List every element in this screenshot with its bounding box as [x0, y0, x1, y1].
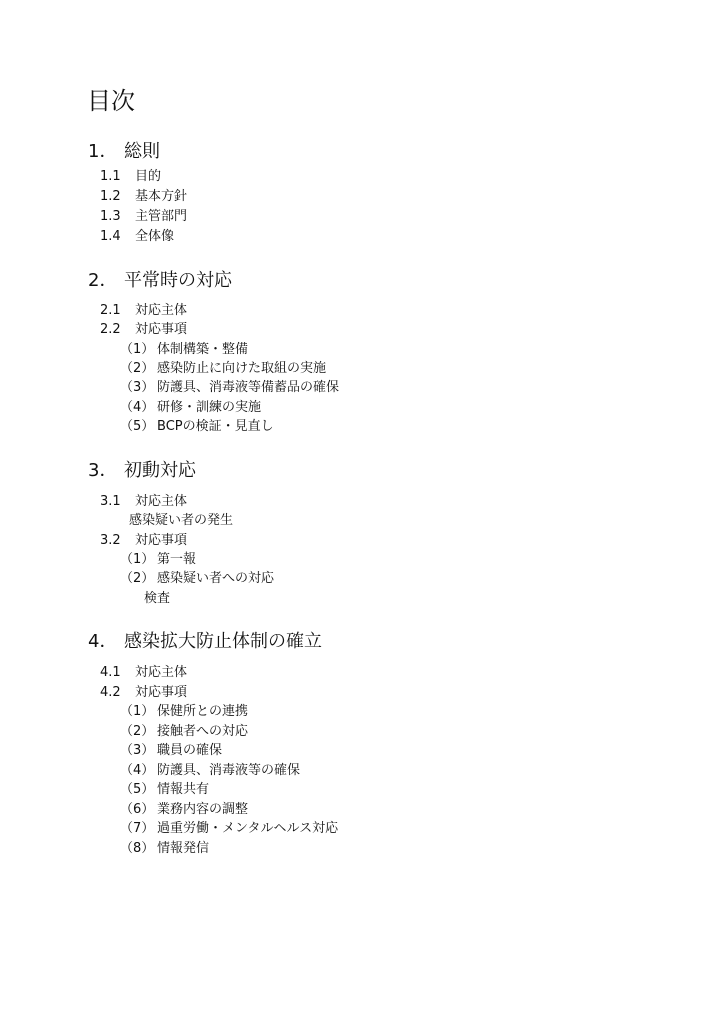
toc-subitem-3-2-2[interactable] [120, 570, 274, 588]
toc-item-2-1[interactable] [100, 302, 187, 320]
item-number: 1.2 [100, 189, 121, 204]
subitem-number: （7） [120, 821, 155, 836]
subitem-label: 接触者への対応 [157, 724, 249, 739]
item-number: 1.3 [100, 209, 121, 224]
item-number: 3.2 [100, 533, 121, 548]
toc-subitem-4-2-5[interactable] [120, 781, 209, 799]
subitem-number: （3） [120, 380, 155, 395]
item-number: 2.2 [100, 322, 121, 337]
item-number: 1.4 [100, 229, 121, 244]
subitem-label: 感染疑い者への対応 [157, 571, 275, 586]
subitem-number: （5） [120, 782, 155, 797]
item-number: 2.1 [100, 303, 121, 318]
item-label: 対応主体 [135, 665, 188, 680]
toc-subitem-2-2-5[interactable] [120, 418, 274, 436]
subitem-number: （1） [120, 704, 155, 719]
subitem-label: 職員の確保 [157, 743, 223, 758]
section-label: 総則 [124, 141, 160, 162]
item-number: 4.2 [100, 685, 121, 700]
item-label: 対応事項 [135, 685, 188, 700]
toc-subitem-3-2-1[interactable] [120, 551, 196, 569]
subitem-number: （2） [120, 724, 155, 739]
toc-subitem-2-2-3[interactable] [120, 379, 339, 397]
toc-item-3-1[interactable] [100, 493, 187, 511]
subitem-label: 防護具、消毒液等の確保 [157, 763, 301, 778]
item-number: 4.1 [100, 665, 121, 680]
toc-note-3-1[interactable]: 感染疑い者の発生 [129, 513, 234, 528]
section-label: 初動対応 [124, 460, 196, 481]
toc-subitem-4-2-3[interactable] [120, 742, 222, 760]
subitem-label: 情報共有 [157, 782, 210, 797]
toc-item-2-2[interactable] [100, 321, 187, 339]
toc-subitem-4-2-2[interactable] [120, 723, 248, 741]
item-number: 3.1 [100, 494, 121, 509]
subitem-label: 体制構築・整備 [157, 342, 249, 357]
subitem-label: 業務内容の調整 [157, 802, 249, 817]
subitem-label: 保健所との連携 [157, 704, 249, 719]
subitem-number: （1） [120, 342, 155, 357]
subitem-label: 情報発信 [157, 841, 210, 856]
item-label: 対応事項 [135, 533, 188, 548]
subitem-number: （2） [120, 571, 155, 586]
subitem-label: 感染防止に向けた取組の実施 [157, 361, 327, 376]
subitem-number: （8） [120, 841, 155, 856]
section-heading-2[interactable] [88, 269, 232, 293]
subitem-number: （5） [120, 419, 155, 434]
section-label: 平常時の対応 [124, 270, 232, 291]
item-label: 対応主体 [135, 494, 188, 509]
subitem-label: 研修・訓練の実施 [157, 400, 262, 415]
subitem-number: （4） [120, 400, 155, 415]
section-heading-1[interactable] [88, 140, 160, 164]
subitem-number: （4） [120, 763, 155, 778]
toc-subitem-4-2-1[interactable] [120, 703, 248, 721]
toc-subitem-4-2-7[interactable] [120, 820, 338, 838]
section-number: 3． [88, 460, 118, 481]
toc-note-3-2-2[interactable]: 検査 [144, 591, 171, 606]
toc-subitem-4-2-4[interactable] [120, 762, 300, 780]
toc-title: 目次 [87, 87, 135, 115]
subitem-number: （2） [120, 361, 155, 376]
toc-subitem-4-2-8[interactable] [120, 840, 209, 858]
toc-item-1-4[interactable] [100, 228, 174, 246]
item-label: 基本方針 [135, 189, 188, 204]
toc-item-1-1[interactable] [100, 168, 161, 186]
item-label: 対応主体 [135, 303, 188, 318]
item-label: 主管部門 [135, 209, 188, 224]
section-heading-3[interactable] [88, 459, 196, 483]
subitem-label: 防護具、消毒液等備蓄品の確保 [157, 380, 340, 395]
subitem-number: （3） [120, 743, 155, 758]
section-number: 2． [88, 270, 118, 291]
toc-subitem-2-2-4[interactable] [120, 399, 261, 417]
subitem-label: 第一報 [157, 552, 197, 567]
item-label: 対応事項 [135, 322, 188, 337]
item-label: 全体像 [135, 229, 175, 244]
item-number: 1.1 [100, 169, 121, 184]
toc-item-4-2[interactable] [100, 684, 187, 702]
subitem-number: （1） [120, 552, 155, 567]
toc-item-1-3[interactable] [100, 208, 187, 226]
toc-item-3-2[interactable] [100, 532, 187, 550]
section-label: 感染拡大防止体制の確立 [124, 631, 322, 652]
item-label: 目的 [135, 169, 162, 184]
toc-subitem-2-2-2[interactable] [120, 360, 326, 378]
toc-item-1-2[interactable] [100, 188, 187, 206]
subitem-label: 過重労働・メンタルヘルス対応 [157, 821, 339, 836]
section-number: 4． [88, 631, 118, 652]
toc-subitem-2-2-1[interactable] [120, 341, 248, 359]
section-number: 1． [88, 141, 118, 162]
toc-subitem-4-2-6[interactable] [120, 801, 248, 819]
toc-item-4-1[interactable] [100, 664, 187, 682]
subitem-label: BCPの検証・見直し [157, 419, 274, 434]
subitem-number: （6） [120, 802, 155, 817]
section-heading-4[interactable] [88, 630, 322, 654]
